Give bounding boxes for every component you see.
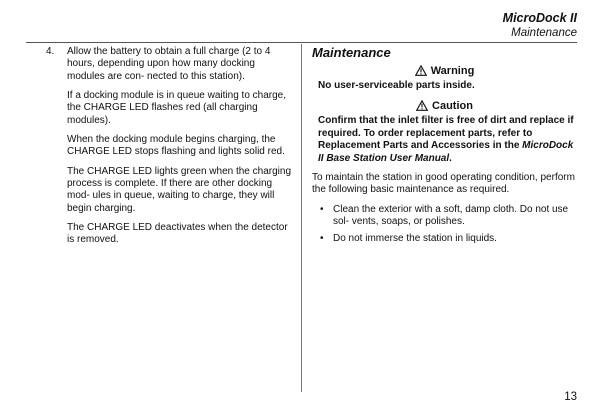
caution-text-main: Confirm that the inlet filter is free of dirt and replace if required. To order replacement parts, refer to Replacement Parts and Accessories in the (318, 115, 574, 152)
warning-label: Warning (430, 65, 475, 77)
caution-heading (312, 99, 577, 113)
warning-text: No user-serviceable parts inside. (318, 80, 475, 91)
header-rule (26, 42, 577, 43)
column-divider (301, 44, 302, 392)
bullet-icon: • (320, 203, 324, 215)
step-paragraph: The CHARGE LED deactivates when the detector is removed. (67, 222, 288, 246)
section-title: Maintenance (312, 45, 391, 60)
list-item-text: Clean the exterior with a soft, damp cloth. Do not use sol- vents, soaps, or polishes. (333, 203, 569, 228)
step-paragraph: When the docking module begins charging, the CHARGE LED stops flashing and lights solid red. (67, 134, 285, 158)
header-subtitle: Maintenance (511, 27, 577, 39)
header-title: MicroDock II (502, 11, 577, 25)
step-paragraph: The CHARGE LED lights green when the charging process is complete. If there are other docking mod- ules in queue, waiting to charge, they will begin charging. (67, 165, 292, 214)
warning-triangle-icon (415, 65, 427, 76)
caution-label: Caution (432, 100, 473, 113)
right-column (312, 44, 577, 249)
manual-title: MicroDock II Base Station User Manual (318, 140, 574, 164)
list-item-text: Do not immerse the station in liquids. (333, 232, 497, 244)
maintenance-intro: To maintain the station in good operating condition, perform the following basic maintenance as required. (312, 172, 575, 196)
bullet-icon: • (320, 232, 324, 244)
page-number: 13 (564, 391, 577, 403)
caution-text-end: . (449, 152, 452, 164)
caution-text (318, 115, 577, 165)
list-item (320, 233, 577, 245)
warning-triangle-icon (416, 100, 428, 111)
left-column (46, 46, 292, 254)
maintenance-list (312, 204, 577, 245)
list-item (320, 204, 577, 229)
step-body (67, 46, 292, 247)
step-paragraph: Allow the battery to obtain a full charge (2 to 4 hours, depending upon how many docking modules are con- nected to this station). (67, 46, 271, 82)
warning-heading (312, 64, 577, 78)
running-header (503, 11, 577, 41)
step-number: 4. (46, 46, 55, 57)
step-paragraph: If a docking module is in queue waiting to charge, the CHARGE LED flashes red (all charging modules). (67, 90, 287, 126)
